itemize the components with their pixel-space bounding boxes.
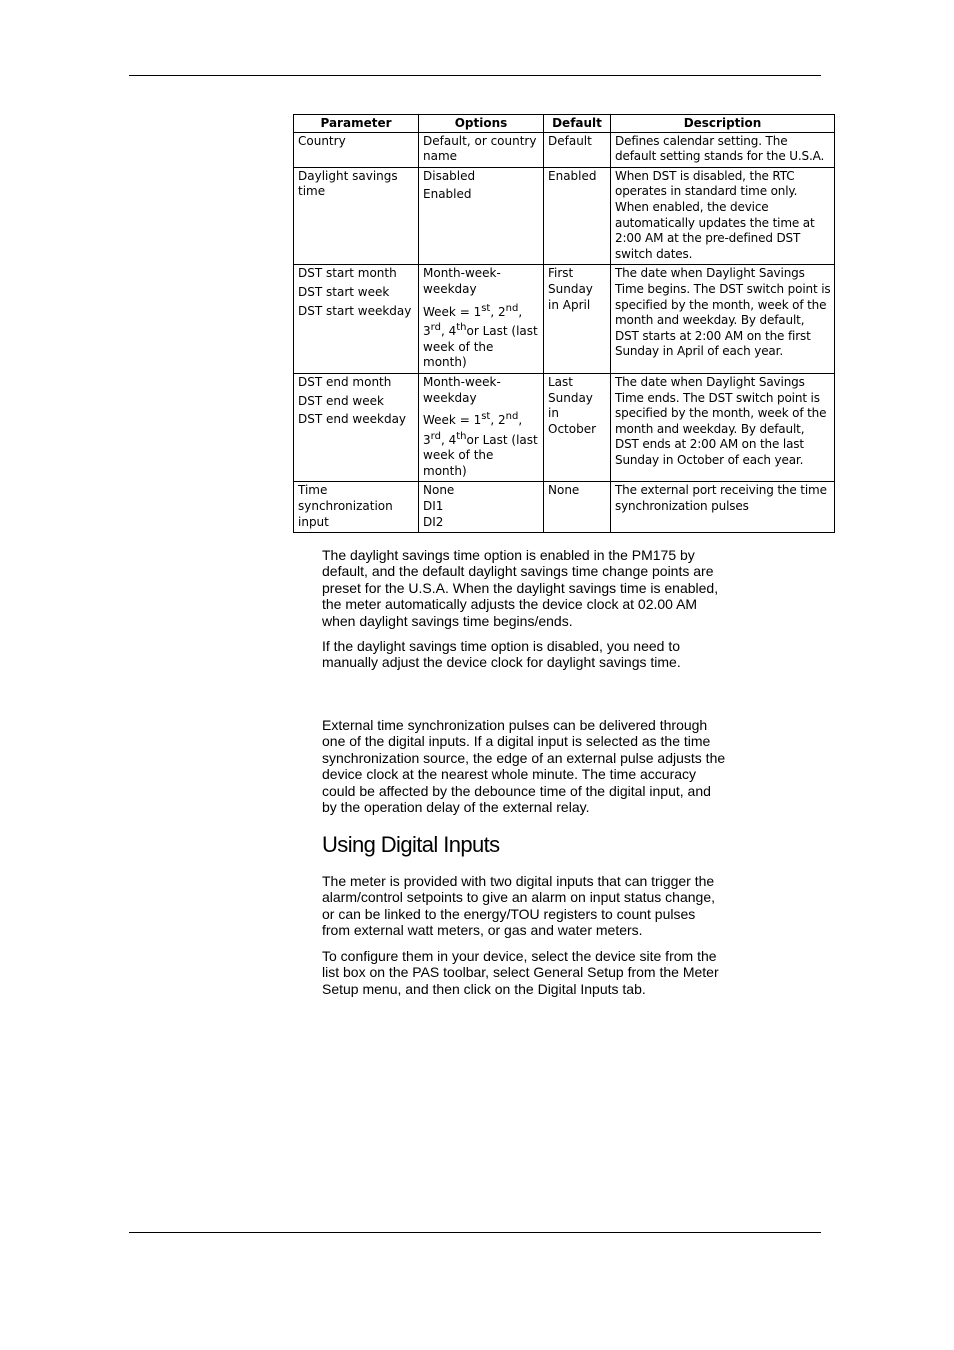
parameter-name: Time synchronization input — [298, 483, 393, 529]
parameter-name: DST end weekday — [298, 412, 407, 427]
footer-rule — [129, 1232, 821, 1233]
default-cell: Default — [544, 132, 611, 167]
parameter-cell — [294, 373, 419, 482]
table-row-country — [294, 132, 835, 167]
option-value: Enabled — [423, 187, 472, 202]
option-value: Month-week-weekday — [423, 266, 501, 296]
paragraph-dst-disabled: If the daylight savings time option is disabled, you need to manually adjust the device clock for daylight savings time. — [322, 638, 681, 671]
paragraph-digital-inputs-intro: The meter is provided with two digital inputs that can trigger the alarm/control setpoints to give an alarm on input status change, or can be linked to the energy/TOU registers to count pulses from external watt meters, or gas and water meters. — [322, 873, 715, 939]
options-cell — [419, 373, 544, 482]
option-value: Default, or country name — [423, 133, 537, 164]
header-rule — [129, 75, 821, 76]
paragraph-dst-enabled: The daylight savings time option is enabled in the PM175 by default, and the default daylight savings time change points are preset for the U.S.A. When the daylight savings time is enabled, the meter automatically adjusts the device clock at 02.00 AM when daylight savings time begins/ends. — [322, 547, 719, 629]
week-option: Week = 1st, 2nd, 3rd, 4thor Last (last week of the month) — [423, 411, 538, 478]
description-cell: The date when Daylight Savings Time ends. The DST switch point is specified by the month, week of the month and weekday. By default, DST ends at 2:00 AM on the last Sunday in October of each year. — [611, 373, 835, 482]
parameter-name: DST start week — [298, 284, 390, 299]
parameter-name: Daylight savings time — [298, 168, 398, 199]
parameter-name: DST start month — [298, 266, 397, 281]
option-value: Month-week-weekday — [423, 374, 501, 405]
column-header-options: Options — [419, 115, 544, 133]
option-value: DI2 — [423, 514, 444, 529]
parameter-name: DST end week — [298, 393, 384, 408]
parameter-cell — [294, 482, 419, 533]
week-option: Week = 1st, 2nd, 3rd, 4thor Last (last week of the month) — [423, 302, 538, 370]
table-row-daylight-savings — [294, 167, 835, 265]
parameter-name: DST end month — [298, 374, 392, 389]
paragraph-digital-inputs-config: To configure them in your device, select the device site from the list box on the PAS toolbar, select General Setup from the Meter Setup menu, and then click on the Digital Inputs tab. — [322, 948, 719, 997]
options-cell — [419, 167, 544, 265]
column-header-default: Default — [544, 115, 611, 133]
options-cell — [419, 482, 544, 533]
column-header-description: Description — [611, 115, 835, 133]
parameter-name: DST start weekday — [298, 303, 412, 318]
options-cell — [419, 265, 544, 374]
option-value: None — [423, 483, 455, 498]
description-cell: When DST is disabled, the RTC operates in standard time only. When enabled, the device automatically updates the time at 2:00 AM at the pre-defined DST switch dates. — [611, 167, 835, 265]
paragraph-time-sync: External time synchronization pulses can be delivered through one of the digital inputs. If a digital input is selected as the time synchronization source, the edge of an external pulse adjusts the device clock at the nearest whole minute. The time accuracy could be affected by the debounce time of the digital input, and by the operation delay of the external relay. — [322, 717, 726, 816]
table-row-dst-end — [294, 373, 835, 482]
description-cell: Defines calendar setting. The default setting stands for the U.S.A. — [611, 132, 835, 167]
parameter-cell — [294, 167, 419, 265]
options-cell — [419, 132, 544, 167]
table-row-time-sync — [294, 482, 835, 533]
parameter-cell — [294, 265, 419, 374]
section-heading: Using Digital Inputs — [322, 832, 500, 857]
default-cell: Enabled — [544, 167, 611, 265]
option-value: Disabled — [423, 168, 476, 183]
description-cell: The date when Daylight Savings Time begins. The DST switch point is specified by the month, week of the month and weekday. By default, DST starts at 2:00 AM on the first Sunday in April of each year. — [611, 265, 835, 374]
default-cell: Last Sunday in October — [544, 373, 611, 482]
clock-parameters-table — [293, 114, 835, 533]
table-row-dst-start — [294, 265, 835, 374]
column-header-parameter: Parameter — [294, 115, 419, 133]
table-header-row — [294, 115, 835, 133]
option-value: DI1 — [423, 499, 444, 514]
description-cell: The external port receiving the time synchronization pulses — [611, 482, 835, 533]
default-cell: First Sunday in April — [544, 265, 611, 374]
parameter-name: Country — [298, 133, 346, 148]
parameter-cell — [294, 132, 419, 167]
default-cell: None — [544, 482, 611, 533]
